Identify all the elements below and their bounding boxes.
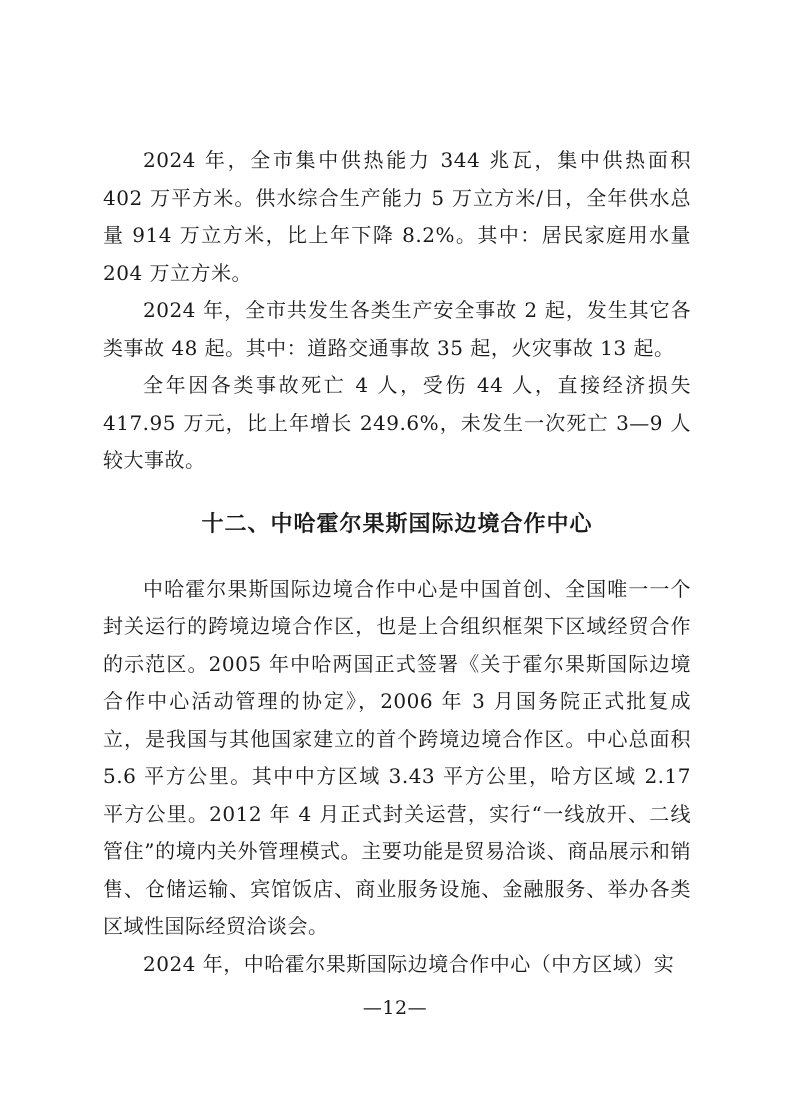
paragraph-safety-accidents: 2024 年，全市共发生各类生产安全事故 2 起，发生其它各类事故 48 起。其中：道路交通事故 35 起，火灾事故 13 起。 [103, 298, 691, 360]
section-heading: 十二、中哈霍尔果斯国际边境合作中心 [201, 511, 593, 537]
paragraph-heating-water: 2024 年，全市集中供热能力 344 兆瓦，集中供热面积 402 万平方米。供水综合生产能力 5 万立方米/日，全年供水总量 914 万立方米，比上年下降 8.2%。其中：居民家庭用水量 204 万立方米。 [103, 148, 691, 285]
page-number: —12— [362, 997, 428, 1019]
page-body [103, 142, 691, 983]
paragraph-accident-casualties: 全年因各类事故死亡 4 人，受伤 44 人，直接经济损失 417.95 万元，比上年增长 249.6%，未发生一次死亡 3—9 人较大事故。 [103, 373, 691, 472]
paragraph-cooperation-center-2024: 2024 年，中哈霍尔果斯国际边境合作中心（中方区域）实 [143, 951, 675, 976]
paragraph-cooperation-center-intro: 中哈霍尔果斯国际边境合作中心是中国首创、全国唯一一个封关运行的跨境边境合作区，也是上合组织框架下区域经贸合作的示范区。2005 年中哈两国正式签署《关于霍尔果斯国际边境合作中心活动管理的协定》，2006 年 3 月国务院正式批复成立，是我国与其他国家建立的首个跨境边境合作区。中心总面积 5.6 平方公里。其中中方区域 3.43 平方公里，哈方区域 2.17 平方公里。2012 年 4 月正式封关运营，实行“一线放开、二线管住”的境内关外管理模式。主要功能是贸易洽谈、商品展示和销售、仓储运输、宾馆饭店、商业服务设施、金融服务、举办各类区域性国际经贸洽谈会。 [103, 576, 691, 938]
